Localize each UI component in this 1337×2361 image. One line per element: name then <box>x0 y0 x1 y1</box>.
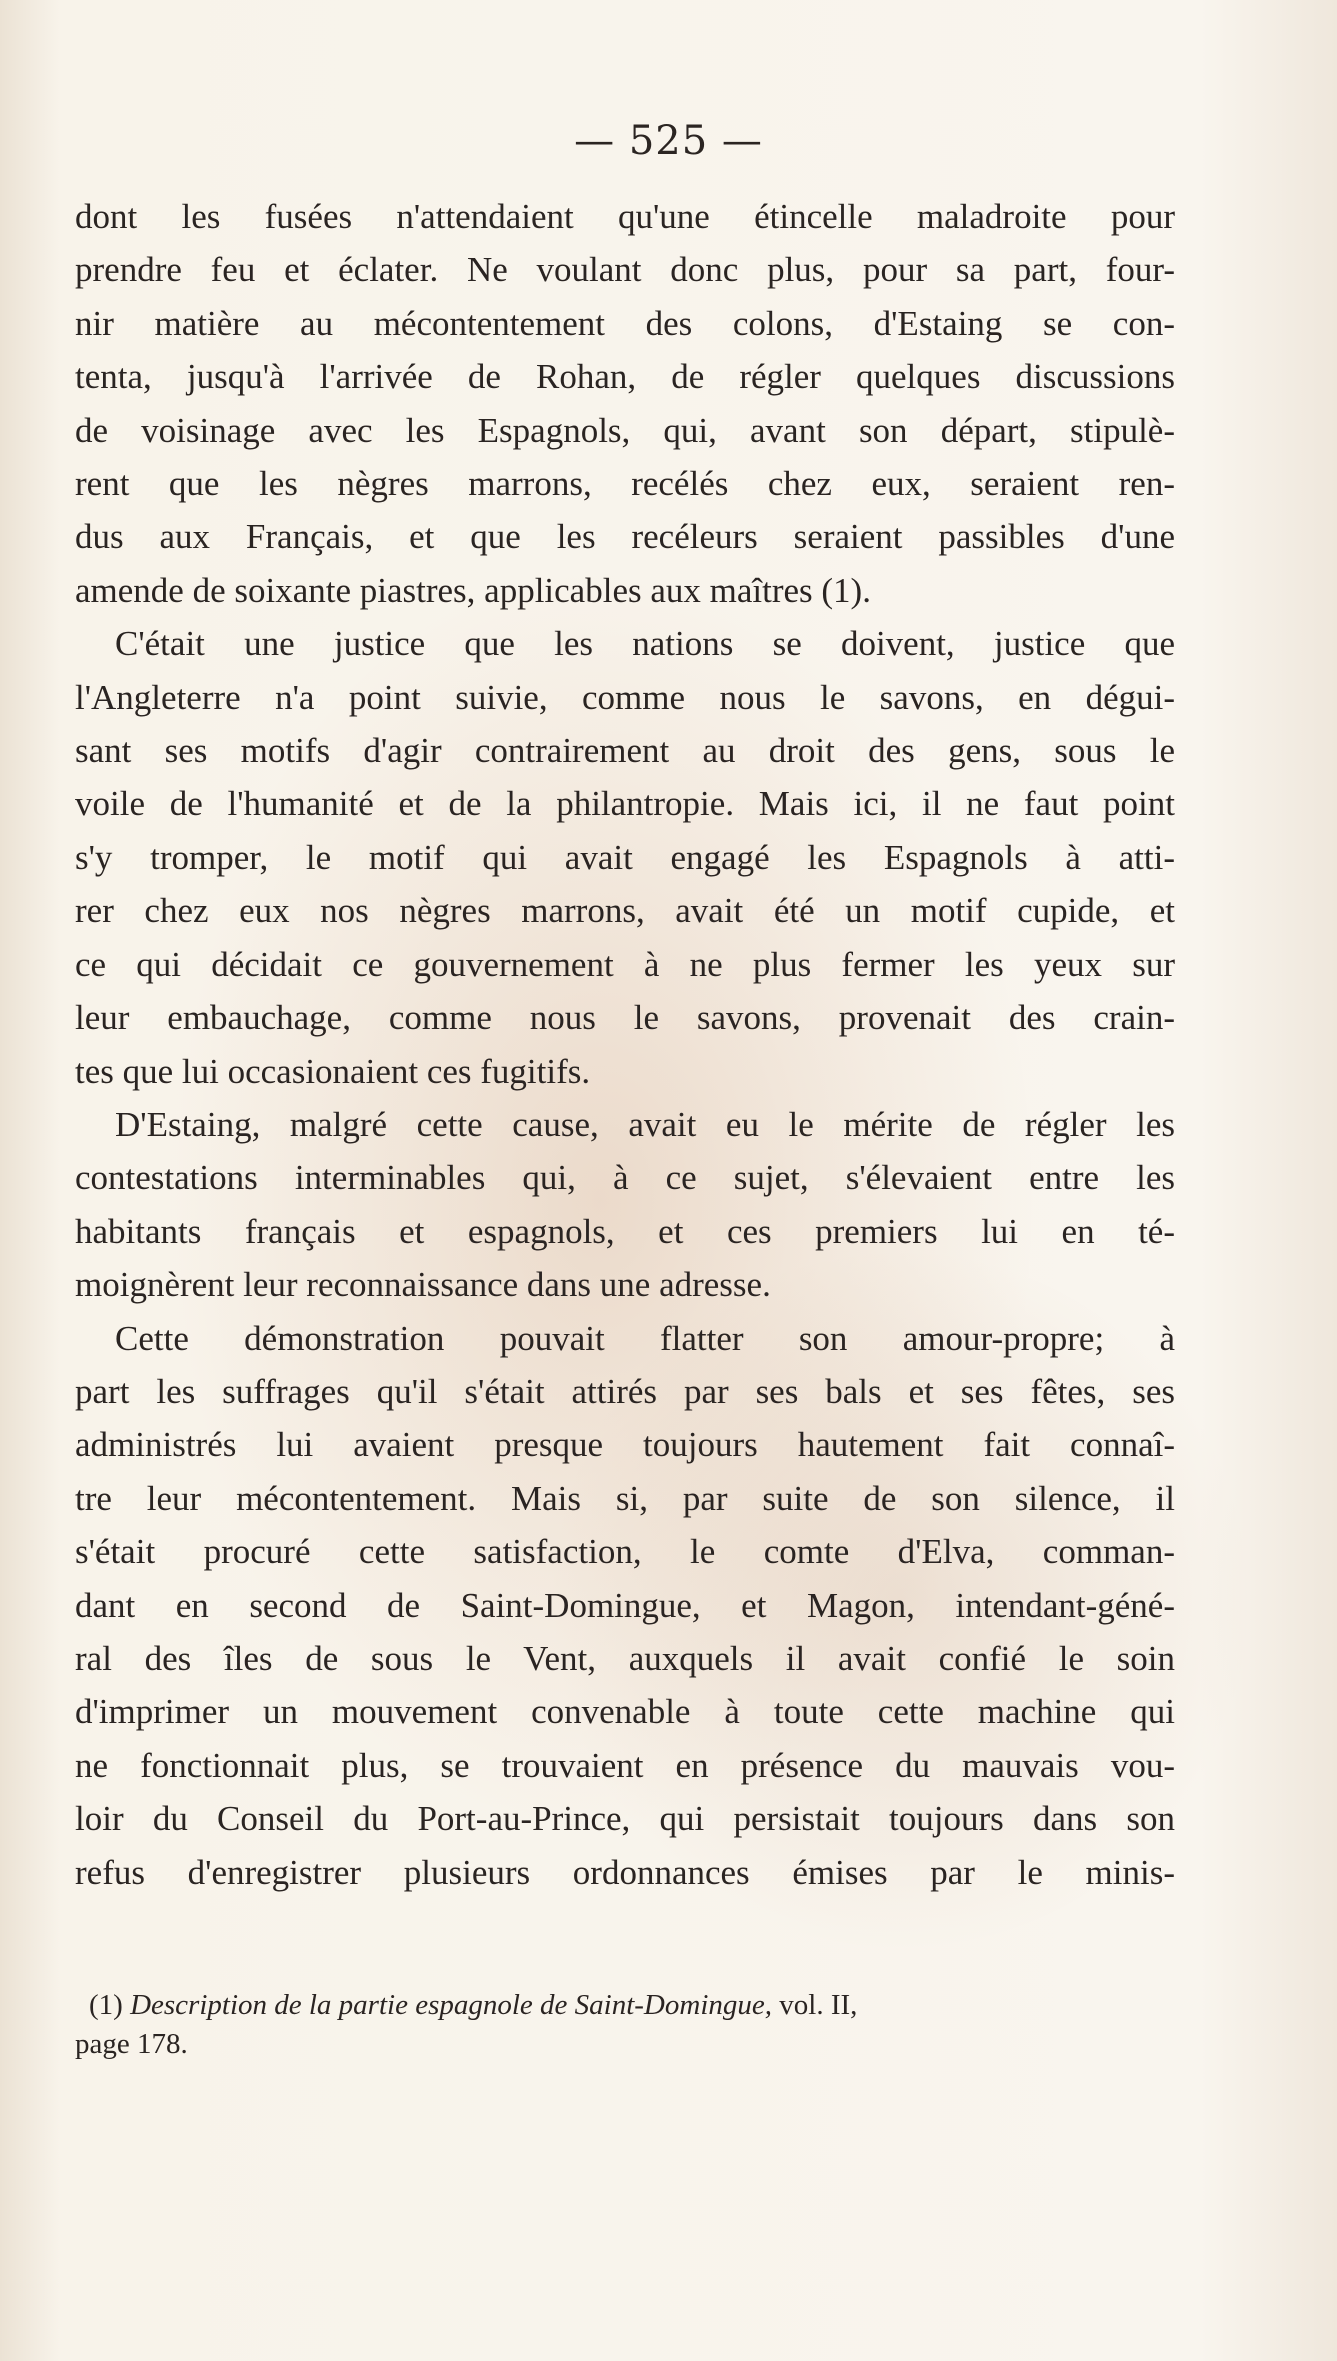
text-line: voile de l'humanité et de la philantropie. Mais ici, il ne faut point <box>75 784 1175 824</box>
text-line: ral des îles de sous le Vent, auxquels il avait confié le soin <box>75 1638 1175 1678</box>
text-line: s'était procuré cette satisfaction, le comte d'Elva, comman- <box>75 1532 1175 1572</box>
text-line: d'imprimer un mouvement convenable à toute cette machine qui <box>75 1692 1175 1732</box>
paragraph-first-line: D'Estaing, malgré cette cause, avait eu le mérite de régler les <box>115 1104 1175 1144</box>
text-line: s'y tromper, le motif qui avait engagé les Espagnols à atti- <box>75 837 1175 877</box>
paragraph-first-line: C'était une justice que les nations se doivent, justice que <box>115 624 1175 664</box>
text-line: dus aux Français, et que les recéleurs seraient passibles d'une <box>75 517 1175 557</box>
text-line: tre leur mécontentement. Mais si, par suite de son silence, il <box>75 1478 1175 1518</box>
text-line: dont les fusées n'attendaient qu'une étincelle maladroite pour <box>75 197 1175 236</box>
text-line: ce qui décidait ce gouvernement à ne plus fermer les yeux sur <box>75 944 1175 984</box>
text-line: tenta, jusqu'à l'arrivée de Rohan, de régler quelques discussions <box>75 357 1175 397</box>
text-line: loir du Conseil du Port-au-Prince, qui persistait toujours dans son <box>75 1799 1175 1839</box>
paragraph-first-line: Cette démonstration pouvait flatter son amour-propre; à <box>115 1318 1175 1358</box>
text-line: nir matière au mécontentement des colons, d'Estaing se con- <box>75 303 1175 343</box>
footnote-title: Description de la partie espagnole de Saint-Domingue, <box>130 1989 773 2021</box>
text-line: rent que les nègres marrons, recélés chez eux, seraient ren- <box>75 464 1175 504</box>
text-line: dant en second de Saint-Domingue, et Magon, intendant-géné- <box>75 1585 1175 1625</box>
text-line: tes que lui occasionaient ces fugitifs. <box>75 1051 591 1091</box>
footnote-line <box>75 1986 1175 2025</box>
footnote <box>75 1986 1175 2064</box>
body-text <box>75 190 1175 1899</box>
footnote-line: page 178. <box>75 2028 188 2060</box>
text-line: sant ses motifs d'agir contrairement au droit des gens, sous le <box>75 731 1175 771</box>
text-line: contestations interminables qui, à ce sujet, s'élevaient entre les <box>75 1158 1175 1198</box>
text-line: leur embauchage, comme nous le savons, provenait des crain- <box>75 998 1175 1038</box>
text-line: rer chez eux nos nègres marrons, avait été un motif cupide, et <box>75 891 1175 931</box>
text-line: ne fonctionnait plus, se trouvaient en présence du mauvais vou- <box>75 1745 1175 1785</box>
text-line: l'Angleterre n'a point suivie, comme nous le savons, en dégui- <box>75 677 1175 717</box>
footnote-reference: vol. II, <box>779 1989 858 2021</box>
page-number: — 525 — <box>574 118 763 164</box>
text-line: prendre feu et éclater. Ne voulant donc plus, pour sa part, four- <box>75 250 1175 290</box>
text-line: administrés lui avaient presque toujours hautement fait connaî- <box>75 1425 1175 1465</box>
text-line: amende de soixante piastres, applicables aux maîtres (1). <box>75 570 871 610</box>
footnote-marker: (1) <box>89 1989 123 2021</box>
text-line: de voisinage avec les Espagnols, qui, avant son départ, stipulè- <box>75 410 1175 450</box>
text-line: part les suffrages qu'il s'était attirés par ses bals et ses fêtes, ses <box>75 1371 1175 1411</box>
text-line: habitants français et espagnols, et ces premiers lui en té- <box>75 1211 1175 1251</box>
text-line: moignèrent leur reconnaissance dans une adresse. <box>75 1265 771 1305</box>
text-line: refus d'enregistrer plusieurs ordonnances émises par le minis- <box>75 1852 1175 1892</box>
